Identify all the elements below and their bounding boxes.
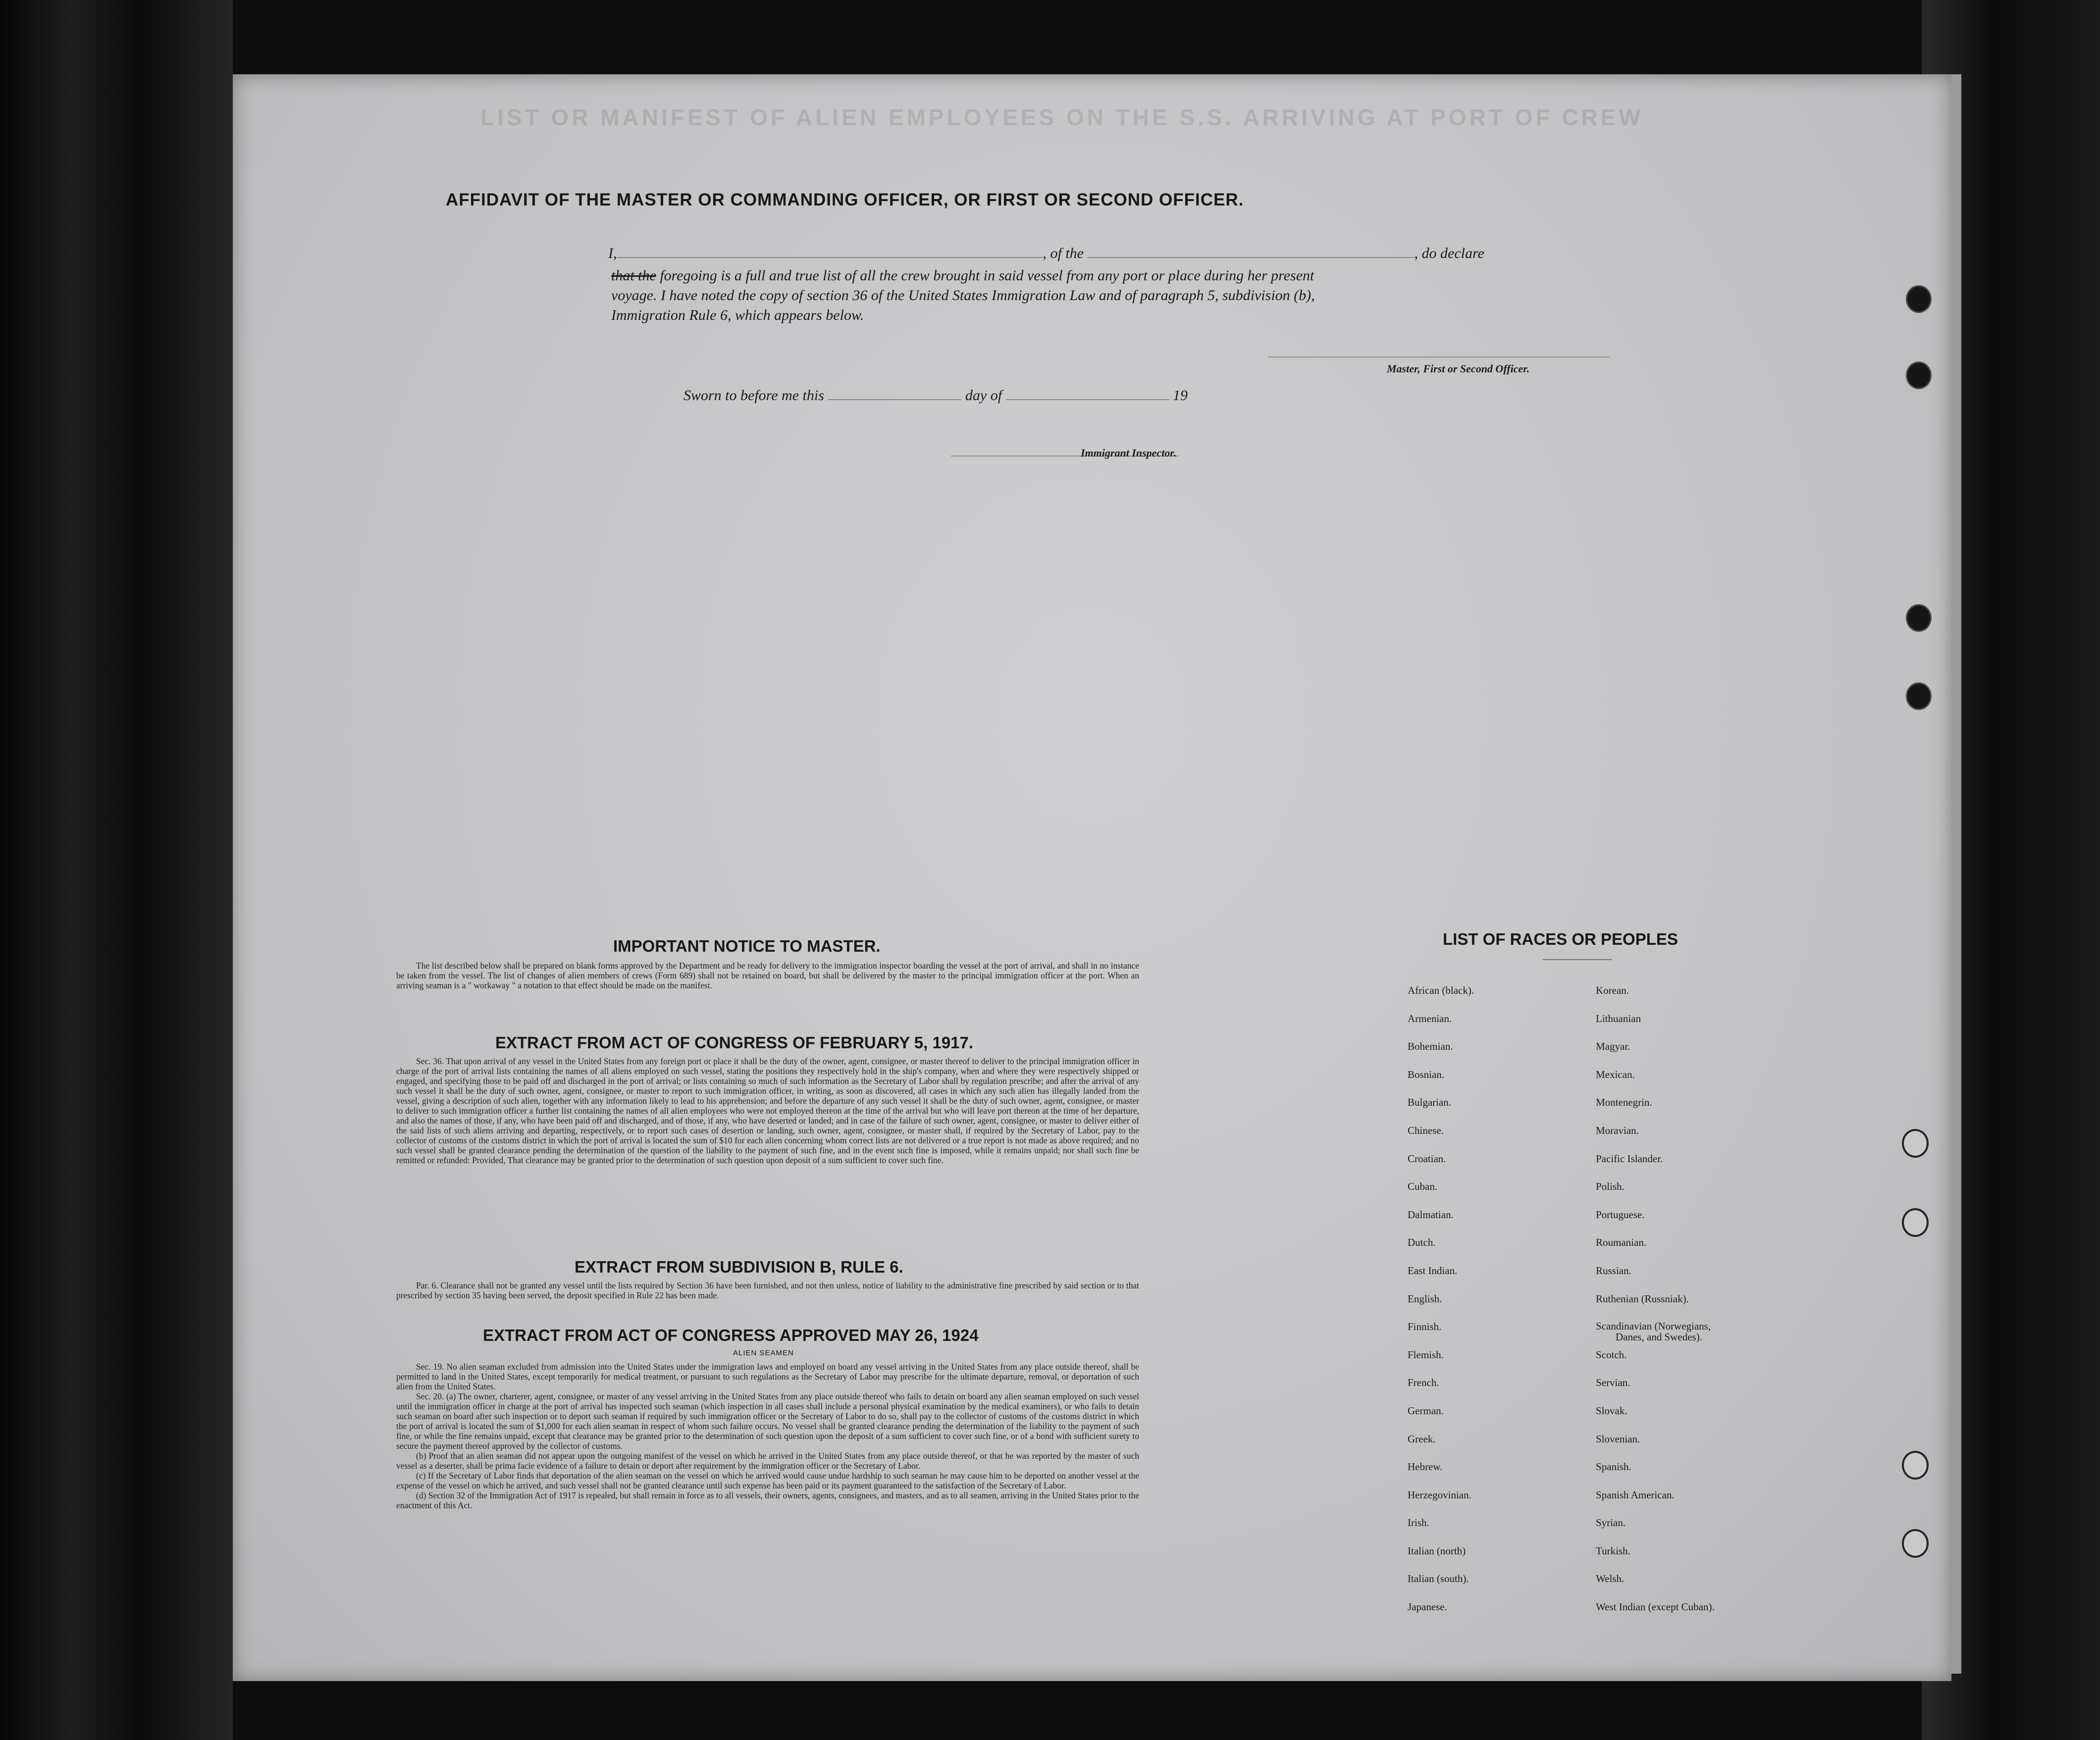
sworn-month-blank bbox=[1006, 399, 1169, 400]
race-item: Bohemian. bbox=[1408, 1040, 1453, 1053]
rule-6-heading: EXTRACT FROM SUBDIVISION B, RULE 6. bbox=[575, 1258, 903, 1276]
race-item: Servian. bbox=[1596, 1377, 1630, 1389]
race-item: Italian (north) bbox=[1408, 1544, 1466, 1557]
master-signature-caption: Master, First or Second Officer. bbox=[1387, 362, 1530, 375]
punch-hole bbox=[1902, 1129, 1929, 1158]
race-item: Slovak. bbox=[1596, 1404, 1628, 1417]
act-1924-body bbox=[396, 1362, 1139, 1510]
race-item: French. bbox=[1408, 1377, 1439, 1389]
race-item: Finnish. bbox=[1408, 1321, 1442, 1333]
struck-words: that the bbox=[611, 267, 656, 284]
act-1924-heading: EXTRACT FROM ACT OF CONGRESS APPROVED MAY 26, 1924 bbox=[483, 1326, 979, 1344]
race-item: Korean. bbox=[1596, 984, 1629, 996]
race-item: Welsh. bbox=[1596, 1573, 1625, 1585]
race-item: Scandinavian (Norwegians, Danes, and Swedes). bbox=[1596, 1320, 1711, 1343]
race-item: Japanese. bbox=[1408, 1601, 1447, 1613]
do-declare-label: , do declare bbox=[1414, 245, 1484, 261]
inspector-caption: Immigrant Inspector. bbox=[1081, 447, 1177, 459]
punch-hole bbox=[1906, 361, 1932, 389]
race-item: Mexican. bbox=[1596, 1068, 1635, 1080]
sec-20-c: (c) If the Secretary of Labor finds that deportation of the alien seaman on the vessel on which he arrived would cause undue hardship to such seaman he may cause him to be deported on another vessel at the expense of the vessel on which he arrived, and such vessel shall not be granted clearance until such expense has been paid or its payment guaranteed to the satisfaction of the Secretary of Labor. bbox=[396, 1471, 1139, 1490]
sec-20-d: (d) Section 32 of the Immigration Act of 1917 is repealed, but shall remain in force as to all vessels, their owners, agents, consignees, and masters, and as to all seamen, arriving in the United States prior to the enactment of this Act. bbox=[396, 1490, 1139, 1510]
race-item: Armenian. bbox=[1408, 1012, 1452, 1024]
races-left-column bbox=[1408, 984, 1474, 1629]
race-item: Croatian. bbox=[1408, 1152, 1446, 1165]
of-the-label: , of the bbox=[1043, 245, 1084, 261]
signature-line bbox=[1268, 357, 1610, 358]
race-item: Montenegrin. bbox=[1596, 1096, 1652, 1109]
scan-border-left bbox=[0, 0, 233, 1740]
race-item: Moravian. bbox=[1596, 1124, 1639, 1136]
race-item: Russian. bbox=[1596, 1264, 1631, 1277]
rule-6-body: Par. 6. Clearance shall not be granted any vessel until the lists required by Section 36 have been furnished, and not then unless, notice of liability to the administrative fine prescribed by said section or to that prescribed by section 35 having been served, the deposit specified in Rule 22 has been made. bbox=[396, 1280, 1139, 1300]
race-item: Spanish American. bbox=[1596, 1488, 1675, 1501]
sec-20-a: Sec. 20. (a) The owner, charterer, agent, consignee, or master of any vessel arriving in the United States from any place outside thereof who fails to detain on board any alien seaman employed on such vessel until the immigration officer in charge at the port of arrival has inspected such seaman (which inspection in all cases shall include a personal physical examination by the medical examiners), or who fails to detain such seaman on board after such inspection or to deport such seaman if required by such immigration officer or the Secretary of Labor to do so, shall pay to the collector of customs of the customs district in which the port of arrival is located the sum of $1,000 for each alien seaman in respect of whom such failure occurs. No vessel shall be granted clearance pending the determination of the liability to the payment of such fine, or while the fine remains unpaid, except that clearance may be granted prior to the determination of such question upon the deposit of a sum sufficient to cover such fine, or of a bond with sufficient surety to secure the payment thereof approved by the collector of customs. bbox=[396, 1391, 1139, 1451]
race-item: Bosnian. bbox=[1408, 1068, 1445, 1080]
race-item: Syrian. bbox=[1596, 1517, 1626, 1529]
race-item: Dalmatian. bbox=[1408, 1208, 1454, 1221]
alien-seamen-subheading: ALIEN SEAMEN bbox=[733, 1349, 794, 1357]
race-item: Flemish. bbox=[1408, 1348, 1444, 1361]
race-item: Italian (south). bbox=[1408, 1573, 1469, 1585]
race-item: Scotch. bbox=[1596, 1348, 1627, 1361]
affidavit-heading: AFFIDAVIT OF THE MASTER OR COMMANDING OFFICER, OR FIRST OR SECOND OFFICER. bbox=[446, 190, 1244, 209]
race-item: Ruthenian (Russniak). bbox=[1596, 1292, 1689, 1305]
race-item: Polish. bbox=[1596, 1180, 1625, 1193]
punch-hole bbox=[1906, 604, 1932, 632]
punch-hole bbox=[1902, 1529, 1929, 1558]
races-heading-rule bbox=[1543, 959, 1612, 960]
name-blank bbox=[617, 257, 1043, 258]
race-item: Portuguese. bbox=[1596, 1208, 1645, 1221]
notice-body: The list described below shall be prepared on blank forms approved by the Department and be ready for delivery to the immigration inspector boarding the vessel at the port of arrival, and shall in no instance be taken from the vessel. The list of changes of alien members of crews (Form 689) shall not be retained on board, but shall be delivered by the master to the principal immigration officer at the port. When an arriving seaman is a " workaway " a notation to that effect should be made on the manifest. bbox=[396, 961, 1139, 990]
race-item: Greek. bbox=[1408, 1433, 1436, 1445]
race-item: Irish. bbox=[1408, 1517, 1429, 1529]
race-item: Cuban. bbox=[1408, 1180, 1438, 1193]
race-item: Spanish. bbox=[1596, 1461, 1631, 1473]
race-item: Roumanian. bbox=[1596, 1236, 1647, 1249]
sworn-line: Sworn to before me this day of 19 bbox=[683, 387, 1188, 404]
punch-hole bbox=[1902, 1208, 1929, 1237]
manifest-page bbox=[233, 74, 1951, 1681]
race-item: Pacific Islander. bbox=[1596, 1152, 1663, 1165]
race-item: Chinese. bbox=[1408, 1124, 1444, 1136]
race-item: Bulgarian. bbox=[1408, 1096, 1452, 1109]
affidavit-line-3: voyage. I have noted the copy of section 36 of the United States Immigration Law and of paragraph 5, subdivision (b), bbox=[611, 287, 1315, 304]
affidavit-line-1 bbox=[608, 245, 1484, 262]
race-item: Magyar. bbox=[1596, 1040, 1630, 1053]
bleed-through-text: LIST OR MANIFEST OF ALIEN EMPLOYEES ON THE S.S. ARRIVING AT PORT OF CREW bbox=[480, 104, 1643, 130]
race-item: Herzegovinian. bbox=[1408, 1488, 1471, 1501]
punch-hole bbox=[1906, 682, 1932, 710]
races-heading: LIST OF RACES OR PEOPLES bbox=[1443, 930, 1678, 948]
notice-heading: IMPORTANT NOTICE TO MASTER. bbox=[613, 937, 881, 955]
sec-20-b: (b) Proof that an alien seaman did not appear upon the outgoing manifest of the vessel on which he arrived in the United States from any place outside thereof, or that he was reported by the master of such vessel as a deserter, shall be prima facie evidence of a failure to detain or deport after requirement by the immigration officer or the Secretary of Labor. bbox=[396, 1451, 1139, 1471]
affidavit-line-4: Immigration Rule 6, which appears below. bbox=[611, 307, 864, 323]
race-item: East Indian. bbox=[1408, 1264, 1458, 1277]
sworn-day-blank bbox=[828, 399, 961, 400]
race-item: Slovenian. bbox=[1596, 1433, 1640, 1445]
act-1917-body: Sec. 36. That upon arrival of any vessel in the United States from any foreign port or place it shall be the duty of the owner, agent, consignee, or master thereof to deliver to the principal immigration officer in charge of the port of arrival lists containing the names of all aliens employed on such vessel, stating the positions they respectively hold in the ship's company, when and where they were respectively shipped or engaged, and specifying those to be paid off and discharged in the port of arrival; or lists containing so much of such information as the Secretary of Labor shall by regulation prescribe; and after the arrival of any such vessel it shall be the duty of such owner, agent, consignee, or master to report to such immigration officer, in writing, as soon as discovered, all cases in which any such alien has illegally landed from the vessel, giving a description of such alien, together with any information likely to lead to his apprehension; and before the departure of any such vessel it shall be the duty of such owner, agent, consignee, or master to deliver to such immigration officer a further list containing the names of all alien employees who were not employed thereon at the time of the arrival but who will leave port thereon at the time of her departure, and also the names of those, if any, who have been paid off and discharged, and of those, if any, who have deserted or landed; and in case of the failure of such owner, agent, consignee, or master to deliver either of the said lists of such aliens arriving and departing, respectively, or to report such cases of desertion or landing, such owner, agent, consignee, or master shall, if required by the Secretary of Labor, pay to the collector of customs of the customs district in which the port of arrival is located the sum of $10 for each alien concerning whom correct lists are not delivered or a true report is not made as above required; and no such vessel shall be granted clearance pending the determination of the question of the liability to the payment of such fine, and in the event such fine is imposed, while it remains unpaid; nor shall such fine be remitted or refunded: Provided, That clearance may be granted prior to the determination of such question upon deposit of a sum sufficient to cover such fine. bbox=[396, 1056, 1139, 1165]
races-right-column bbox=[1596, 984, 1715, 1629]
act-1917-heading: EXTRACT FROM ACT OF CONGRESS OF FEBRUARY 5, 1917. bbox=[495, 1033, 974, 1052]
race-item: West Indian (except Cuban). bbox=[1596, 1601, 1715, 1613]
sworn-year: 19 bbox=[1173, 387, 1188, 404]
race-item: Lithuanian bbox=[1596, 1012, 1641, 1024]
race-item: Turkish. bbox=[1596, 1544, 1630, 1557]
race-item: English. bbox=[1408, 1292, 1442, 1305]
affidavit-line-2: that the foregoing is a full and true list of all the crew brought in said vessel from any port or place during her present bbox=[611, 267, 1314, 284]
punch-hole bbox=[1902, 1451, 1929, 1480]
vessel-blank bbox=[1088, 257, 1415, 258]
i-label: I, bbox=[608, 245, 617, 261]
race-item: African (black). bbox=[1408, 984, 1474, 996]
race-item: Dutch. bbox=[1408, 1236, 1436, 1249]
race-item: German. bbox=[1408, 1404, 1444, 1417]
sec-19: Sec. 19. No alien seaman excluded from admission into the United States under the immigration laws and employed on board any vessel arriving in the United States from any place outside thereof, shall be permitted to land in the United States, except temporarily for medical treatment, or pursuant to such regulations as the Secretary of Labor may prescribe for the ultimate departure, removal, or deportation of such alien from the United States. bbox=[396, 1362, 1139, 1391]
punch-hole bbox=[1906, 285, 1932, 313]
race-item: Hebrew. bbox=[1408, 1461, 1443, 1473]
